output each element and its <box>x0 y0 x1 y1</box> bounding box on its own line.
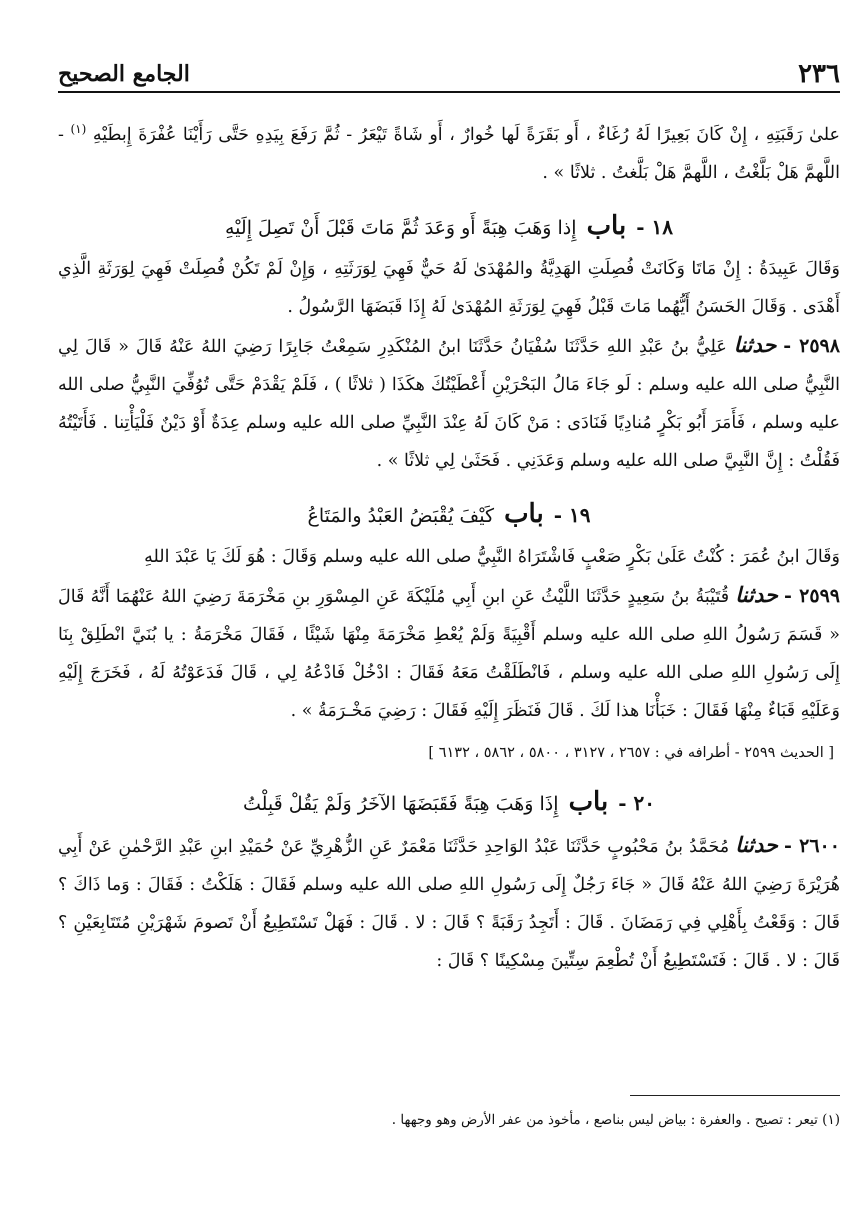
hadith-2600 <box>58 826 840 980</box>
hadith-2599 <box>58 576 840 730</box>
chapter-bab-label: باب <box>568 786 609 817</box>
continued-hadith-text <box>58 110 840 192</box>
chapter-bab-label: باب <box>504 498 544 529</box>
chapter-title: إِذَا وَهَبَ هِبَةً فَقَبَضَهَا الآخَرُ وَلَمْ يَقُلْ قَبِلْتُ <box>242 792 559 815</box>
page-body <box>58 110 840 980</box>
haddathana-label: حدثنا <box>735 831 778 857</box>
chapter-number: ١٨ - <box>636 214 673 239</box>
chapter-bab-label: باب <box>586 210 627 241</box>
hadith-cross-references: [ الحديث ٢٥٩٩ - أطرافه في : ٢٦٥٧ ، ٣١٢٧ ، ٥٨٠٠ ، ٥٨٦٢ ، ٦١٣٢ ] <box>428 744 834 761</box>
intro-line-2b: - اللَّهمَّ هَلْ بَلَّغْتُ ، اللَّهمَّ هَلْ بَلَّغتُ . ثلاثًا » . <box>58 124 840 183</box>
chapter-heading-20 <box>58 782 840 824</box>
page-header <box>58 55 840 93</box>
hadith-text: عَلِيُّ بنُ عَبْدِ اللهِ حَدَّثَنَا سُفْيَانُ حَدَّثَنَا ابنُ المُنْكَدِرِ سَمِعْتُ جَابِرًا رَضِيَ اللهُ عَنْهُ قَالَ « قَالَ لِي النَّبِيُّ صلى الله عليه وسلم : لَو جَاءَ مَالُ البَحْرَيْنِ أَعْطَيْتُكَ هكَذَا ( ثلاثًا ) ، فَلَمْ يَقْدَمْ حَتَّى تُوُفِّيَ النَّبِيُّ صلى الله عليه وسلم ، فَأَمَرَ أَبُو بَكْرٍ مُنادِيًا فَنَادَى : مَنْ كَانَ لَهُ عِنْدَ النَّبِيِّ صلى الله عليه وسلم عِدَةٌ أَوْ دَيْنٌ فَلْيَأْتِنا . فَأَتَيْتُهُ فَقُلْتُ : إِنَّ النَّبِيَّ صلى الله عليه وسلم وَعَدَنِي . فَحَثَىٰ لِي ثلاثًا » . <box>58 336 840 471</box>
footnote-text: تيعر : تصيح . والعفرة : بياض ليس بناصع ، مأخوذ من عفر الأرض وهو وجهها . <box>391 1112 818 1128</box>
chapter-title: كَيْفَ يُقْبَضُ العَبْدُ والمَتَاعُ <box>307 504 495 527</box>
chapter-number: ٢٠ - <box>618 790 656 815</box>
intro-line-2a: إِبطَيْهِ <box>92 124 132 145</box>
hadith-text: قُتَيْبَةُ بنُ سَعِيدٍ حَدَّثَنَا اللَّيْثُ عَنِ ابنِ أَبِي مُلَيْكَةَ عَنِ المِسْوَرِ بنِ مَخْرَمَةَ رَضِيَ اللهُ عَنْهُمَا أَنَّهُ قَالَ « قَسَمَ رَسُولُ اللهِ صلى الله عليه وسلم أَقْبِيَةً وَلَمْ يُعْطِ مَخْرَمَةَ مِنْهَا شَيْئًا ، فَقَالَ مَخْرَمَةُ : يا بُنَيَّ انْطَلِقْ بِنَا إِلَى رَسُولِ اللهِ صلى الله عليه وسلم ، فَانْطَلَقْتُ مَعَهُ فَقَالَ : ادْخُلْ فَادْعُهُ لِي ، قَالَ فَدَعَوْتُهُ لَهُ ، فَخَرَجَ إِلَيْهِ وَعَلَيْهِ قَبَاءٌ مِنْهَا فَقَالَ : خَبَأْنَا هذا لَكَ . قَالَ فَنَظَرَ إِلَيْهِ فَقَالَ : رَضِيَ مَخْـرَمَةُ » . <box>58 586 840 721</box>
chapter-heading-18 <box>58 206 840 248</box>
chapter-19-intro: وَقَالَ ابنُ عُمَرَ : كُنْتُ عَلَىٰ بَكْرٍ صَعْبٍ فَاشْتَرَاهُ النَّبِيُّ صلى الله عليه وسلم وَقَالَ : هُوَ لَكَ يَا عَبْدَ اللهِ <box>144 546 840 567</box>
haddathana-label: حدثنا <box>735 581 778 607</box>
hadith-text: مُحَمَّدُ بنُ مَحْبُوبٍ حَدَّثَنَا عَبْدُ الوَاحِدِ حَدَّثَنَا مَعْمَرٌ عَنِ الزُّهْرِيِّ عَنْ حُمَيْدِ ابنِ عَبْدِ الرَّحْمٰنِ عَنْ أَبِي هُرَيْرَةَ رَضِيَ اللهُ عَنْهُ قَالَ « جَاءَ رَجُلٌ إِلَى رَسُولِ اللهِ صلى الله عليه وسلم فَقَالَ : هَلَكْتُ : فَقَالَ : وَما ذَاكَ ؟ قَالَ : وَقَعْتُ بِأَهْلِي فِي رَمَضَانَ . قَالَ : أَتَجِدُ رَقَبَةً ؟ قَالَ : لا . قَالَ : فَهَلْ تَسْتَطِيعُ أَنْ تَصومَ شَهْرَيْنِ مُتَتَابِعَيْنِ ؟ قَالَ : لا . قَالَ : فَتَسْتَطِيعُ أَنْ تُطْعِمَ سِتِّينَ مِسْكِينًا ؟ قَالَ : <box>58 836 840 971</box>
page-number: ٢٣٦ <box>798 59 840 89</box>
hadith-number: ٢٥٩٩ - <box>784 584 840 607</box>
intro-line-1: علىٰ رَقَبَتِهِ ، إِنْ كَانَ بَعِيرًا لَهُ رُغَاءٌ ، أَو بَقَرَةً لَها خُوارٌ ، أَو شَاةً تَيْعَرُ - ثُمَّ رَفَعَ بِيَدِهِ حَتَّى رَأَيْنَا عُفْرَةَ <box>138 124 840 145</box>
footnote <box>58 1110 840 1130</box>
hadith-2598 <box>58 326 840 480</box>
chapter-18-intro: وَقَالَ عَبِيدَةُ : إِنْ مَاتَا وَكَانَتْ فُصِلَتِ الهَدِيَّةُ والمُهْدَىٰ لَهُ حَيٌّ فَهِيَ لِوَرَثَتِهِ ، وَإِنْ لَمْ تَكُنْ فُصِلَتْ فَهِيَ لِوَرَثَةِ الَّذِي أَهْدَى . وَقَالَ الحَسَنُ أَيُّهُما مَاتَ قَبْلُ فَهِيَ لِوَرَثَةِ المُهْدَىٰ لَهُ إِذَا قَبَضَهَا الرَّسُولُ . <box>58 258 840 317</box>
footnote-reference: (١) <box>70 122 87 136</box>
haddathana-label: حدثنا <box>733 331 777 357</box>
chapter-number: ١٩ - <box>553 502 591 527</box>
hadith-number: ٢٥٩٨ - <box>783 334 840 357</box>
book-title: الجامع الصحيح <box>58 61 190 87</box>
chapter-title: إِذا وَهَبَ هِبَةً أَو وَعَدَ ثُمَّ مَاتَ قَبْلَ أَنْ تَصِلَ إِلَيْهِ <box>225 216 577 239</box>
footnote-divider <box>630 1095 840 1096</box>
chapter-heading-19 <box>58 494 840 536</box>
footnote-mark: (١) <box>822 1112 840 1128</box>
hadith-number: ٢٦٠٠ - <box>784 834 840 857</box>
book-page <box>58 0 840 1211</box>
